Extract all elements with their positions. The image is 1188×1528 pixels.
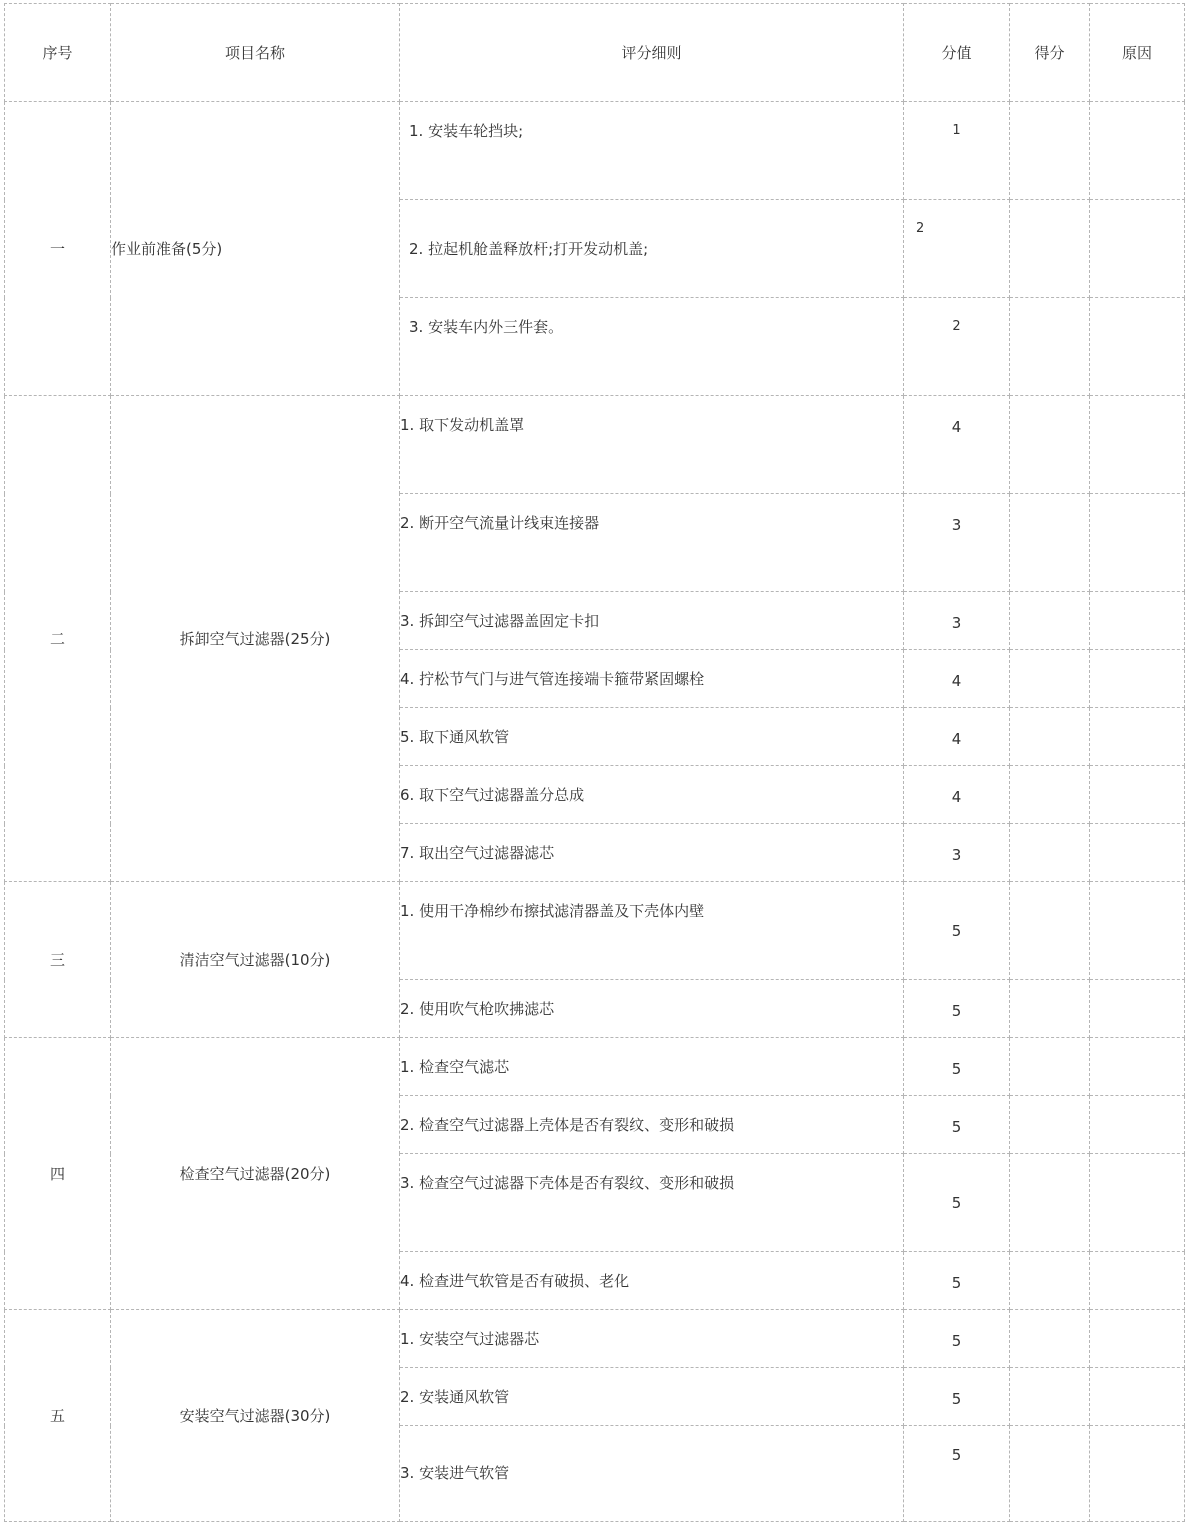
score-cell[interactable] [1010,1096,1090,1154]
score-cell[interactable] [1010,1038,1090,1096]
section-name: 拆卸空气过滤器(25分) [111,396,400,882]
header-score: 得分 [1010,4,1090,102]
points-cell: 5 [904,1368,1010,1426]
section-seq: 三 [5,882,111,1038]
reason-cell[interactable] [1090,650,1185,708]
detail-cell: 3. 检查空气过滤器下壳体是否有裂纹、变形和破损 [400,1154,904,1252]
points-cell: 5 [904,980,1010,1038]
reason-cell[interactable] [1090,298,1185,396]
reason-cell[interactable] [1090,708,1185,766]
table-row [5,1038,1185,1096]
score-cell[interactable] [1010,592,1090,650]
detail-cell: 4. 检查进气软管是否有破损、老化 [400,1252,904,1310]
score-cell[interactable] [1010,494,1090,592]
detail-cell: 2. 断开空气流量计线束连接器 [400,494,904,592]
section-seq: 五 [5,1310,111,1522]
score-cell[interactable] [1010,824,1090,882]
score-cell[interactable] [1010,1426,1090,1522]
reason-cell[interactable] [1090,1368,1185,1426]
section-name: 检查空气过滤器(20分) [111,1038,400,1310]
section-name: 安装空气过滤器(30分) [111,1310,400,1522]
reason-cell[interactable] [1090,1252,1185,1310]
detail-cell: 2. 拉起机舱盖释放杆;打开发动机盖; [400,200,904,298]
reason-cell[interactable] [1090,1096,1185,1154]
scoring-table [4,3,1185,1522]
points-cell: 4 [904,766,1010,824]
score-cell[interactable] [1010,766,1090,824]
score-cell[interactable] [1010,708,1090,766]
table-row [5,882,1185,980]
reason-cell[interactable] [1090,200,1185,298]
header-item: 项目名称 [111,4,400,102]
section-name: 作业前准备(5分) [111,102,400,396]
points-cell: 5 [904,1038,1010,1096]
detail-cell: 2. 安装通风软管 [400,1368,904,1426]
score-cell[interactable] [1010,980,1090,1038]
reason-cell[interactable] [1090,1310,1185,1368]
header-seq: 序号 [5,4,111,102]
points-cell: 3 [904,824,1010,882]
score-cell[interactable] [1010,1368,1090,1426]
reason-cell[interactable] [1090,766,1185,824]
score-cell[interactable] [1010,882,1090,980]
score-cell[interactable] [1010,298,1090,396]
header-reason: 原因 [1090,4,1185,102]
reason-cell[interactable] [1090,1426,1185,1522]
reason-cell[interactable] [1090,980,1185,1038]
score-cell[interactable] [1010,396,1090,494]
score-cell[interactable] [1010,650,1090,708]
reason-cell[interactable] [1090,494,1185,592]
score-cell[interactable] [1010,102,1090,200]
reason-cell[interactable] [1090,592,1185,650]
points-cell: 4 [904,396,1010,494]
section-seq: 四 [5,1038,111,1310]
reason-cell[interactable] [1090,102,1185,200]
table-row [5,1310,1185,1368]
points-cell: 2 [904,200,1010,298]
reason-cell[interactable] [1090,882,1185,980]
score-cell[interactable] [1010,200,1090,298]
detail-cell: 2. 使用吹气枪吹拂滤芯 [400,980,904,1038]
points-cell: 5 [904,1096,1010,1154]
points-cell: 5 [904,882,1010,980]
points-cell: 1 [904,102,1010,200]
points-cell: 5 [904,1154,1010,1252]
score-cell[interactable] [1010,1154,1090,1252]
detail-cell: 1. 检查空气滤芯 [400,1038,904,1096]
header-points: 分值 [904,4,1010,102]
score-cell[interactable] [1010,1252,1090,1310]
points-cell: 4 [904,708,1010,766]
points-cell: 3 [904,592,1010,650]
reason-cell[interactable] [1090,1154,1185,1252]
detail-cell: 3. 安装进气软管 [400,1426,904,1522]
section-seq: 二 [5,396,111,882]
detail-cell: 5. 取下通风软管 [400,708,904,766]
reason-cell[interactable] [1090,824,1185,882]
table-row [5,102,1185,200]
detail-cell: 1. 使用干净棉纱布擦拭滤清器盖及下壳体内壁 [400,882,904,980]
detail-cell: 1. 取下发动机盖罩 [400,396,904,494]
points-cell: 2 [904,298,1010,396]
reason-cell[interactable] [1090,1038,1185,1096]
header-detail: 评分细则 [400,4,904,102]
detail-cell: 4. 拧松节气门与进气管连接端卡箍带紧固螺栓 [400,650,904,708]
detail-cell: 6. 取下空气过滤器盖分总成 [400,766,904,824]
points-cell: 5 [904,1310,1010,1368]
score-cell[interactable] [1010,1310,1090,1368]
points-cell: 3 [904,494,1010,592]
reason-cell[interactable] [1090,396,1185,494]
table-row [5,396,1185,494]
section-seq: 一 [5,102,111,396]
points-cell: 4 [904,650,1010,708]
detail-cell: 2. 检查空气过滤器上壳体是否有裂纹、变形和破损 [400,1096,904,1154]
points-cell: 5 [904,1252,1010,1310]
detail-cell: 3. 拆卸空气过滤器盖固定卡扣 [400,592,904,650]
detail-cell: 1. 安装空气过滤器芯 [400,1310,904,1368]
detail-cell: 1. 安装车轮挡块; [400,102,904,200]
header-row [5,4,1185,102]
detail-cell: 3. 安装车内外三件套。 [400,298,904,396]
points-cell: 5 [904,1426,1010,1522]
section-name: 清洁空气过滤器(10分) [111,882,400,1038]
detail-cell: 7. 取出空气过滤器滤芯 [400,824,904,882]
